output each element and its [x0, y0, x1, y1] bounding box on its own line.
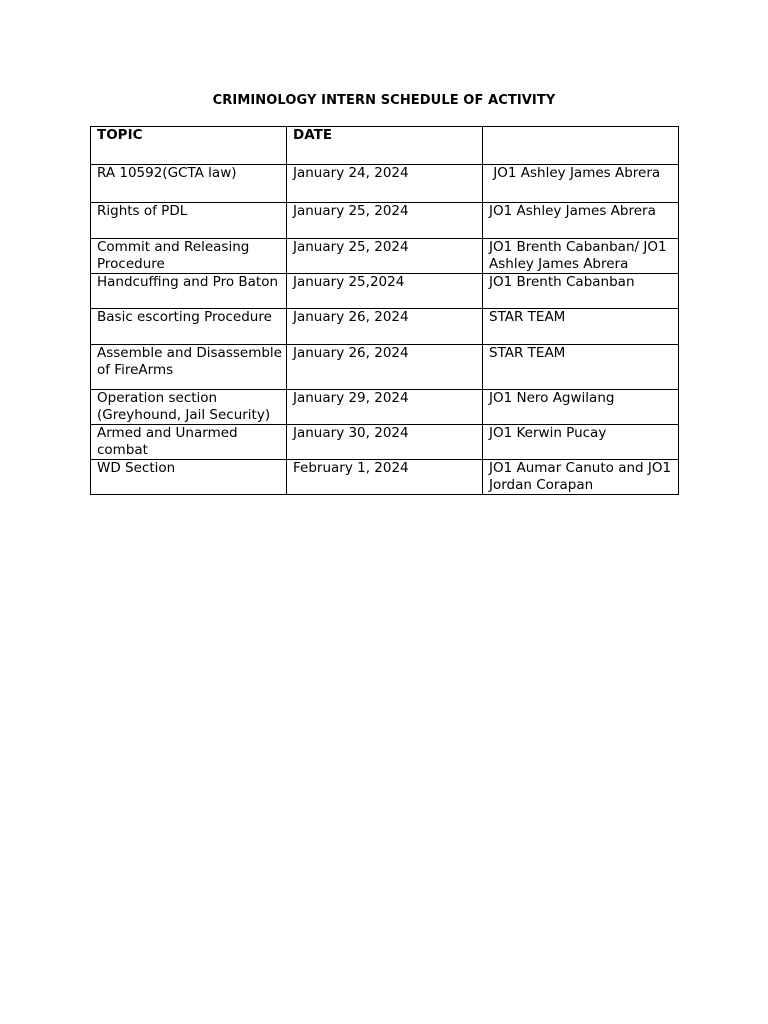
table-row — [91, 460, 679, 495]
cell-date: January 26, 2024 — [287, 345, 483, 390]
document-title: CRIMINOLOGY INTERN SCHEDULE OF ACTIVITY — [212, 93, 556, 108]
schedule-table — [90, 126, 679, 495]
cell-topic: RA 10592(GCTA law) — [91, 165, 287, 203]
cell-personnel: JO1 Nero Agwilang — [483, 390, 679, 425]
cell-personnel: JO1 Ashley James Abrera — [483, 165, 679, 203]
cell-date: January 25, 2024 — [287, 239, 483, 274]
table-row — [91, 425, 679, 460]
cell-topic: Handcuffing and Pro Baton — [91, 274, 287, 309]
cell-date: January 25,2024 — [287, 274, 483, 309]
cell-topic: Basic escorting Procedure — [91, 309, 287, 345]
table-row — [91, 345, 679, 390]
cell-date: January 29, 2024 — [287, 390, 483, 425]
cell-date: January 30, 2024 — [287, 425, 483, 460]
table-row — [91, 165, 679, 203]
cell-personnel: JO1 Ashley James Abrera — [483, 203, 679, 239]
table-row — [91, 203, 679, 239]
table-row — [91, 390, 679, 425]
cell-topic: Assemble and Disassemble of FireArms — [91, 345, 287, 390]
header-date: DATE — [287, 127, 483, 165]
cell-personnel: JO1 Brenth Cabanban — [483, 274, 679, 309]
header-personnel — [483, 127, 679, 165]
table-row — [91, 274, 679, 309]
cell-personnel: JO1 Aumar Canuto and JO1 Jordan Corapan — [483, 460, 679, 495]
table-header-row — [91, 127, 679, 165]
table-row — [91, 309, 679, 345]
cell-topic: Rights of PDL — [91, 203, 287, 239]
cell-date: January 24, 2024 — [287, 165, 483, 203]
cell-topic: Armed and Unarmed combat — [91, 425, 287, 460]
cell-topic: Commit and Releasing Procedure — [91, 239, 287, 274]
header-topic: TOPIC — [91, 127, 287, 165]
table-row — [91, 239, 679, 274]
cell-personnel: STAR TEAM — [483, 345, 679, 390]
cell-topic: WD Section — [91, 460, 287, 495]
cell-date: January 26, 2024 — [287, 309, 483, 345]
cell-topic: Operation section (Greyhound, Jail Security) — [91, 390, 287, 425]
cell-date: January 25, 2024 — [287, 203, 483, 239]
cell-personnel: JO1 Brenth Cabanban/ JO1 Ashley James Abrera — [483, 239, 679, 274]
cell-personnel: JO1 Kerwin Pucay — [483, 425, 679, 460]
cell-personnel: STAR TEAM — [483, 309, 679, 345]
cell-date: February 1, 2024 — [287, 460, 483, 495]
